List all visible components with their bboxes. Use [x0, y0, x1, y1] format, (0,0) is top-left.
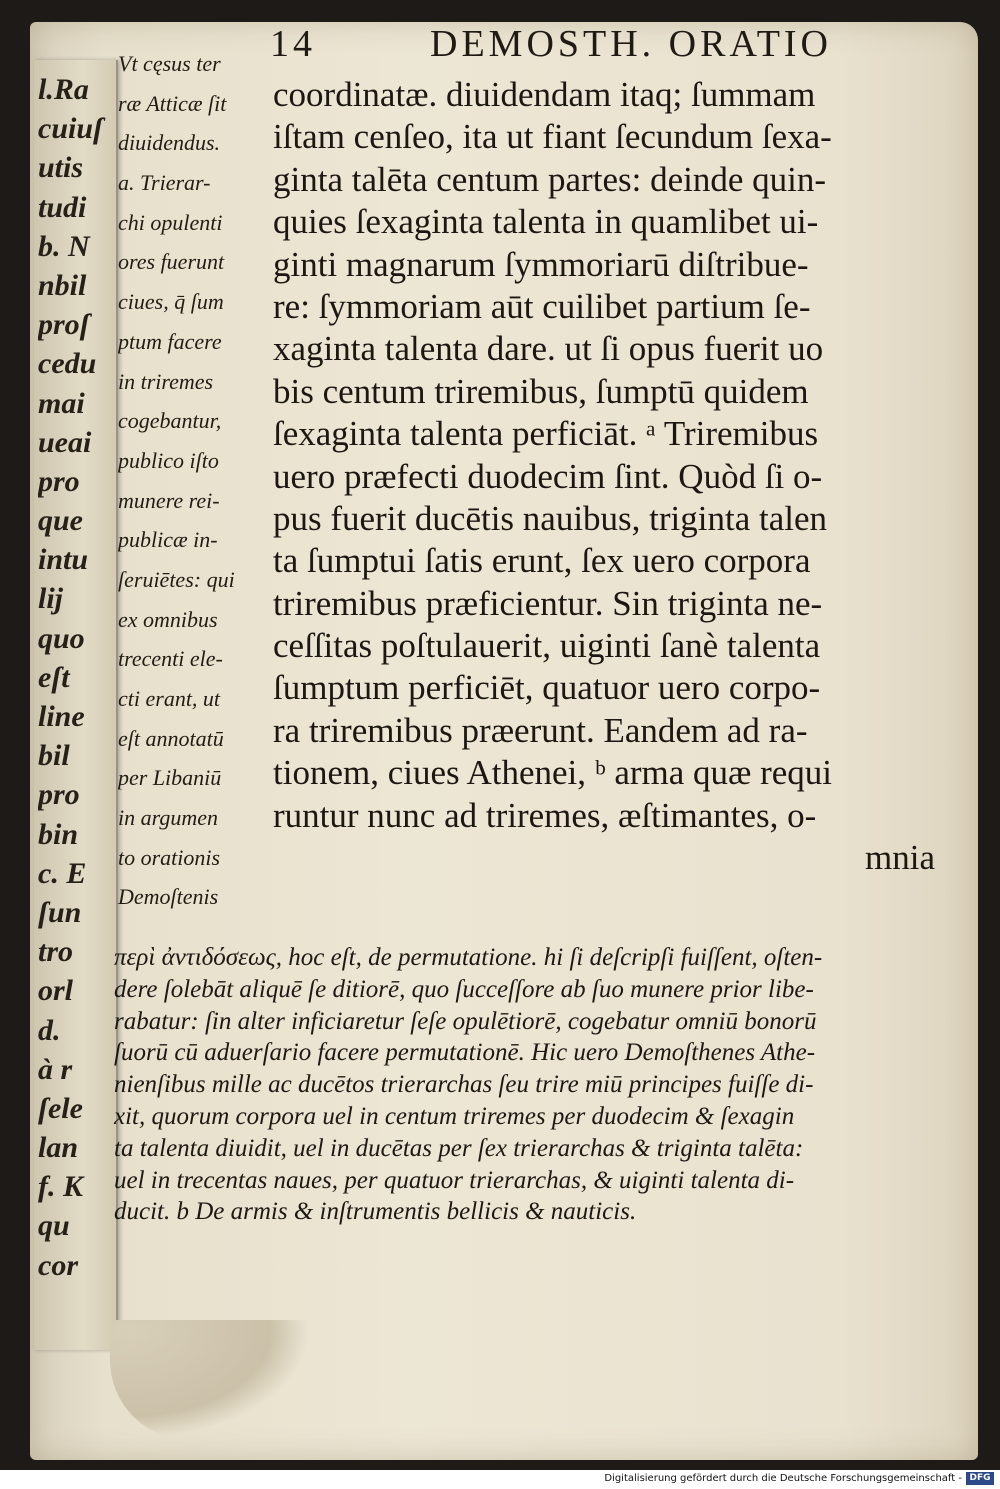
text-line: iſtam cenſeo, ita ut fiant ſecundum ſexa-	[273, 117, 832, 157]
text-line: xaginta talenta dare. ut ſi opus fuerit uo	[273, 329, 824, 369]
adjacent-page-fragment: ueai	[38, 425, 92, 459]
adjacent-page-fragment: b. N	[38, 229, 90, 263]
adjacent-page-fragment: line	[38, 700, 85, 733]
margin-note-line: ores fuerunt	[118, 249, 225, 275]
adjacent-page-fragment: tudi	[38, 190, 87, 224]
adjacent-page-fragment: bin	[38, 817, 79, 851]
adjacent-page-fragment: proſ	[38, 308, 90, 342]
margin-note-line: ræ Atticæ ſit	[118, 90, 227, 116]
adjacent-page-fragment: eſt	[38, 660, 70, 694]
adjacent-page-fragment: orl	[38, 974, 74, 1008]
page-header	[270, 22, 850, 70]
margin-note-line: a. Trierar-	[118, 170, 211, 196]
adjacent-page-fragment: bil	[38, 739, 70, 773]
adjacent-page-fragment: que	[38, 504, 83, 538]
adjacent-page-fragment: d.	[38, 1013, 61, 1047]
text-line: triremibus præficientur. Sin triginta ne-	[273, 583, 823, 623]
margin-note-line: Vt cęsus ter	[118, 51, 221, 76]
footnote-block	[114, 942, 936, 1228]
adjacent-page-fragment: c. E	[38, 856, 87, 890]
margin-note-line: in triremes	[118, 368, 214, 394]
adjacent-page-fragment: cuiuſ	[38, 112, 104, 146]
main-text-block	[273, 74, 935, 879]
text-line: tionem, ciues Athenei, ᵇ arma quæ requi	[273, 753, 833, 793]
adjacent-page-fragment: pro	[38, 778, 80, 812]
adjacent-page-fragment: cedu	[38, 347, 97, 381]
footnote-line: rabatur: ſin alter inficiaretur ſeſe opulētiorē, cogebatur omniū bonorū	[114, 1007, 817, 1035]
funding-credit: Digitalisierung gefördert durch die Deutsche Forschungsgemeinschaft -	[604, 1473, 962, 1484]
text-line: re: ſymmoriam aūt cuilibet partium ſe-	[273, 286, 811, 326]
adjacent-page-fragment: utis	[38, 151, 84, 185]
footnote-line: xit, quorum corpora uel in centum triremes per duodecim & ſexagin	[114, 1102, 795, 1130]
adjacent-page-fragment: quo	[38, 621, 85, 655]
margin-note-line: chi opulenti	[118, 209, 223, 235]
adjacent-page-fragment: mai	[38, 386, 85, 420]
margin-note-line: trecenti ele-	[118, 646, 223, 672]
text-line: quies ſexaginta talenta in quamlibet ui-	[273, 202, 819, 242]
text-line: ginti magnarum ſymmoriarū diſtribue-	[273, 244, 809, 284]
margin-note-line: eſt annotatū	[118, 725, 224, 751]
text-line: uero præfecti duodecim ſint. Quòd ſi o-	[273, 456, 823, 496]
footnote-line: dere ſolebāt aliquē ſe ditiorē, quo ſucceſſore ab ſuo munere prior libe-	[114, 975, 814, 1003]
margin-note-line: Demoſtenis	[118, 884, 219, 910]
footnote-line: nienſibus mille ac ducētos trierarchas ſeu trire miū principes fuiſſe di-	[114, 1071, 814, 1099]
running-title: DEMOSTH. ORATIO	[430, 23, 832, 65]
footnote-line: ta talenta diuidit, uel in ducētas per ſex trierarchas & triginta talēta:	[114, 1134, 804, 1162]
text-line: mnia	[865, 838, 935, 878]
adjacent-page-fragment: ſele	[38, 1091, 83, 1125]
footnote-line: ſuorū cū aduerſario facere permutationē. Hic uero Demoſthenes Athe-	[114, 1039, 816, 1067]
text-line: ſumptum perficiēt, quatuor uero corpo-	[273, 668, 821, 708]
margin-note-line: munere rei-	[118, 487, 220, 513]
margin-note-line: diuidendus.	[118, 130, 221, 156]
margin-note-line: in argumen	[118, 805, 219, 831]
adjacent-page-text	[38, 70, 112, 1285]
text-line: ta ſumptui ſatis erunt, ſex uero corpora	[273, 541, 811, 581]
text-line: runtur nunc ad triremes, æſtimantes, o-	[273, 795, 817, 835]
adjacent-page-fragment: pro	[38, 464, 80, 498]
margin-note-line: ciues, q̄ ſum	[118, 289, 224, 315]
text-line: ceſſitas poſtulauerit, uiginti ſanè talenta	[273, 626, 821, 666]
footnote-line: περὶ ἀντιδόσεως, hoc eſt, de permutatione. hi ſi deſcripſi fuiſſent, oſten-	[114, 944, 823, 971]
adjacent-page-fragment: f. K	[38, 1170, 83, 1204]
adjacent-page-fragment: nbil	[38, 268, 87, 302]
margin-note-line: cti erant, ut	[118, 686, 221, 711]
page-number: 14	[270, 23, 316, 65]
text-line: ginta talēta centum partes: deinde quin-	[273, 159, 826, 199]
text-line: ra triremibus præerunt. Eandem ad ra-	[273, 710, 808, 750]
margin-note-line: cogebantur,	[118, 408, 222, 434]
footnote-line: ducit. b De armis & inſtrumentis bellicis & nauticis.	[114, 1198, 637, 1226]
text-line: bis centum triremibus, ſumptū quidem	[273, 371, 809, 411]
text-line: pus fuerit ducētis nauibus, triginta talen	[273, 498, 828, 538]
adjacent-page-fragment: tro	[38, 935, 74, 969]
dfg-logo: DFG	[966, 1472, 994, 1485]
margin-note-line: ptum facere	[118, 328, 222, 354]
margin-note-line: to orationis	[118, 844, 221, 870]
text-line: ſexaginta talenta perficiāt. ᵃ Triremibus	[273, 414, 819, 454]
margin-note-line: publico iſto	[118, 447, 219, 473]
margin-note-line: per Libaniū	[118, 765, 222, 791]
margin-note-line: publicæ in-	[118, 527, 218, 553]
adjacent-page-fragment: à r	[38, 1052, 73, 1086]
margin-note-line: ex omnibus	[118, 606, 218, 632]
margin-note	[118, 44, 270, 917]
adjacent-page-fragment: qu	[38, 1209, 70, 1243]
adjacent-page-fragment: lan	[38, 1131, 79, 1165]
adjacent-page-fragment: cor	[38, 1248, 78, 1282]
adjacent-page-fragment: l.Ra	[38, 73, 89, 106]
margin-note-line: ſeruiētes: qui	[118, 566, 235, 592]
adjacent-page-fragment: lij	[38, 582, 64, 616]
text-line: coordinatæ. diuidendam itaq; ſummam	[273, 75, 816, 114]
page-corner-curl	[110, 1320, 310, 1440]
footnote-line: uel in trecentas naues, per quatuor trierarchas, & uiginti talenta di-	[114, 1166, 795, 1194]
adjacent-page-fragment: intu	[38, 543, 89, 577]
adjacent-page-fragment: ſun	[38, 895, 82, 929]
